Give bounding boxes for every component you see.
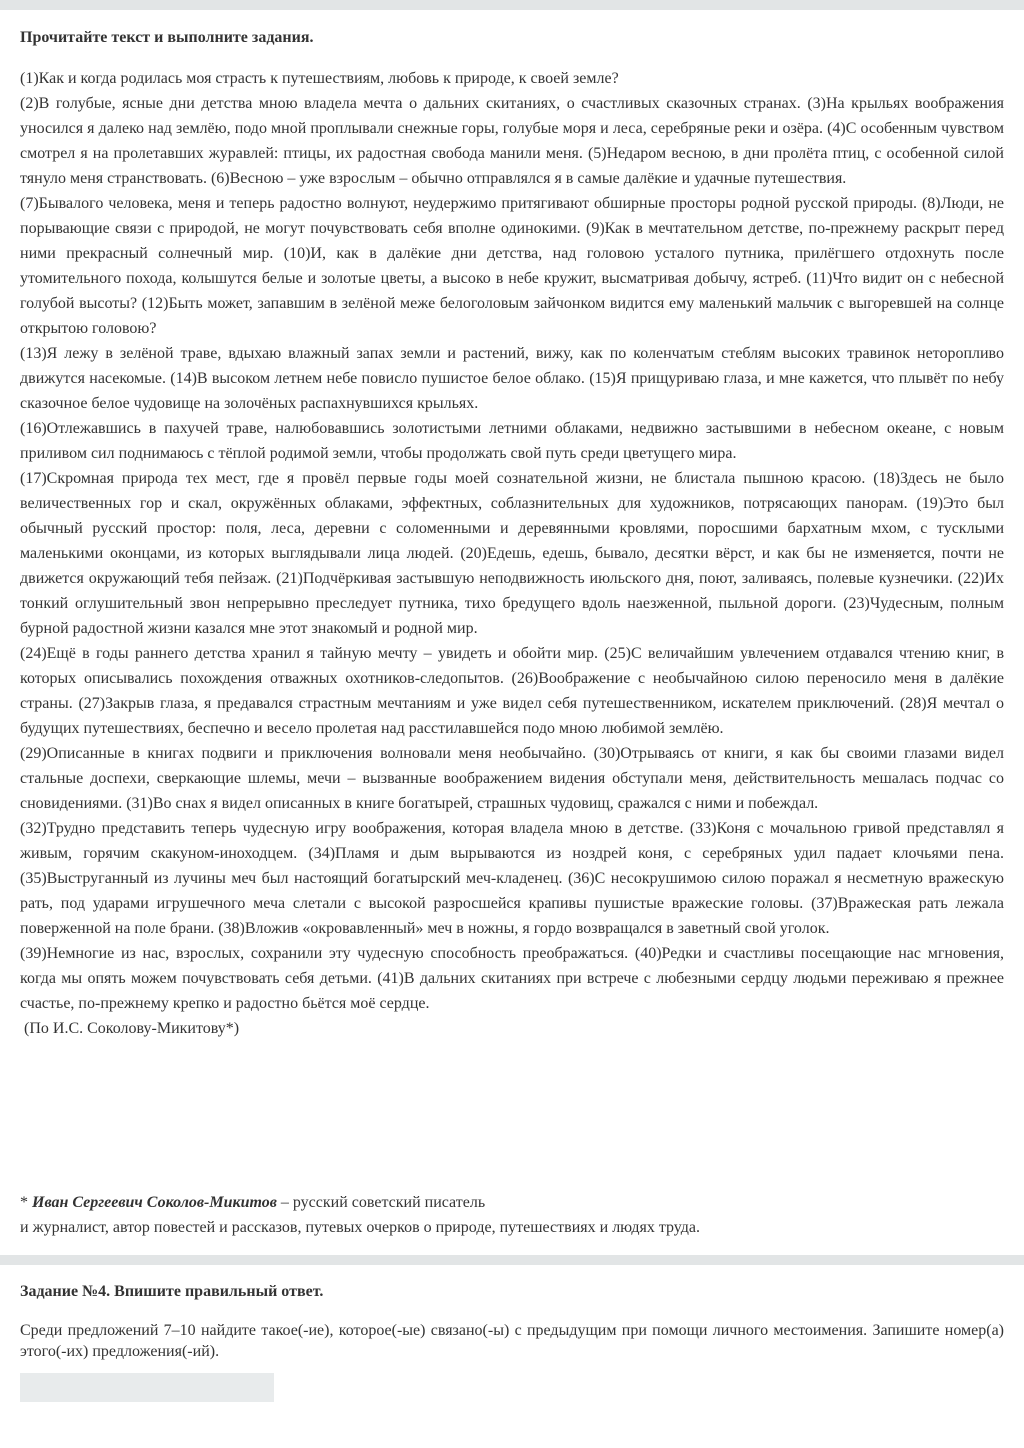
footnote-star: * bbox=[20, 1194, 32, 1211]
paragraph: (2)В голубые, ясные дни детства мною владела мечта о дальних скитаниях, о счастливых сказочных странах. (3)На крыльях воображения уносился я далеко над землёю, подо мной проплывали снежные горы, голубые моря и леса, серебряные реки и озёра. (4)С особенным чувством смотрел я на пролетавших журавлей: птицы, их радостная свобода манили меня. (5)Недаром весною, в дни пролёта птиц, с особенной силой тянуло меня странствовать. (6)Весною – уже взрослым – обычно отправлялся я в самые далёкие и удачные путешествия. bbox=[20, 95, 1004, 187]
footnote-author: Иван Сергеевич Соколов-Микитов bbox=[32, 1194, 277, 1211]
footnote-line-1 bbox=[20, 1190, 700, 1215]
footnote-description: – русский советский писатель bbox=[276, 1194, 486, 1211]
paragraph: (39)Немногие из нас, взрослых, сохранили эту чудесную способность преображаться. (40)Редки и счастливы посещающие нас мгновения, когда мы опять можем почувствовать себя детьми. (41)В дальних скитаниях при встрече с любезными сердцу людьми переживаю я прежнее счастье, по-прежнему крепко и радостно бьётся моё сердце. bbox=[20, 945, 1004, 1012]
footnote bbox=[20, 1190, 700, 1240]
reading-text bbox=[20, 66, 1004, 1041]
paragraph: (24)Ещё в годы раннего детства хранил я тайную мечту – увидеть и обойти мир. (25)С величайшим увлечением отдавался чтению книг, в которых описывались похождения отважных охотников-следопытов. (26)Воображение с необычайною силою переносило меня в далёкие страны. (27)Закрыв глаза, я предавался страстным мечтаниям и уже видел себя путешественником, искателем приключений. (28)Я мечтал о будущих путешествиях, беспечно и весело пролетая над расстилавшейся подо мною любимой землёю. bbox=[20, 645, 1004, 737]
paragraph: (32)Трудно представить теперь чудесную игру воображения, которая владела мною в детстве. (33)Коня с мочальною гривой представлял я живым, горячим скакуном-иноходцем. (34)Пламя и дым вырываются из ноздрей коня, с серебряных удил падает клочьями пена. (35)Выструганный из лучины меч был настоящий богатырский меч-кладенец. (36)С несокрушимою силою поражал я несметную вражескую рать, под ударами игрушечного меча слетали с высокой разросшейся крапивы пушистые вражеские головы. (37)Вражеская рать лежала поверженной на поле брани. (38)Вложив «окровавленный» меч в ножны, я гордо возвращался в заветный свой уголок. bbox=[20, 820, 1004, 937]
paragraph: (7)Бывалого человека, меня и теперь радостно волнуют, неудержимо притягивают обширные просторы родной русской природы. (8)Люди, не порывающие связи с природой, не могут почувствовать себя вполне одинокими. (9)Как в мечтательном детстве, по-прежнему раскрыт перед ними прекрасный солнечный мир. (10)И, как в далёкие дни детства, над головою усталого путника, прилёгшего отдохнуть после утомительного похода, колышутся белые и золотые цветы, а высоко в небе кружит, высматривая добычу, ястреб. (11)Что видит он с небесной голубой высоты? (12)Быть может, запавшим в зелёной меже белоголовым зайчонком видится ему маленький мальчик с выгоревшей на солнце открытою головою? bbox=[20, 195, 1004, 337]
paragraph: (16)Отлежавшись в пахучей траве, налюбовавшись золотистыми летними облаками, недвижно застывшими в небесном океане, с новым приливом сил поднимаюсь с тёплой родимой земли, чтобы продолжать свой путь среди цветущего мира. bbox=[20, 420, 1004, 462]
section-separator bbox=[0, 1255, 1024, 1265]
source-attribution: (По И.С. Соколову-Микитову*) bbox=[24, 1020, 240, 1037]
paragraph: (17)Скромная природа тех мест, где я провёл первые годы моей сознательной жизни, не блистала пышною красою. (18)Здесь не было величественных гор и скал, окружённых облаками, эффектных, соблазнительных для художников, потрясающих панорам. (19)Это был обычный русский простор: поля, леса, деревни с соломенными и деревянными кровлями, поросшими бархатным мхом, с тусклыми маленькими оконцами, из которых выглядывали лица людей. (20)Едешь, едешь, бывало, десятки вёрст, и как бы не изменяется, почти не движется окружающий тебя пейзаж. (21)Подчёркивая застывшую неподвижность июльского дня, поют, заливаясь, полевые кузнечики. (22)Их тонкий оглушительный звон непрерывно преследует путника, тихо бредущего вдоль наезженной, пыльной дороги. (23)Чудесным, полным бурной радостной жизни казался мне этот знакомый и родной мир. bbox=[20, 470, 1004, 637]
paragraph: (13)Я лежу в зелёной траве, вдыхаю влажный запах земли и растений, вижу, как по коленчатым стеблям высоких травинок неторопливо движутся насекомые. (14)В высоком летнем небе повисло пушистое белое облако. (15)Я прищуриваю глаза, и мне кажется, что плывёт по небу сказочное белое чудовище на золочёных распахнувшихся крыльях. bbox=[20, 345, 1004, 412]
answer-input[interactable] bbox=[20, 1373, 274, 1402]
instruction-heading: Прочитайте текст и выполните задания. bbox=[20, 29, 314, 46]
task-question: Среди предложений 7–10 найдите такое(-ие), которое(-ые) связано(-ы) с предыдущим при помощи личного местоимения. Запишите номер(а) этого(-их) предложения(-ий). bbox=[20, 1322, 1004, 1360]
paragraph: (1)Как и когда родилась моя страсть к путешествиям, любовь к природе, к своей земле? bbox=[20, 70, 619, 87]
paragraph: (29)Описанные в книгах подвиги и приключения волновали меня необычайно. (30)Отрываясь от книги, я как бы своими глазами видел стальные доспехи, сверкающие шлемы, мечи – вызванные воображением видения обступали меня, действительность мешалась подчас со сновидениями. (31)Во снах я видел описанных в книге богатырей, страшных чудовищ, сражался с ними и побеждал. bbox=[20, 745, 1004, 812]
task-title: Задание №4. Впишите правильный ответ. bbox=[20, 1283, 324, 1300]
footnote-line-2: и журналист, автор повестей и рассказов, путевых очерков о природе, путешествиях и людях труда. bbox=[20, 1219, 701, 1236]
top-separator bbox=[0, 0, 1024, 10]
